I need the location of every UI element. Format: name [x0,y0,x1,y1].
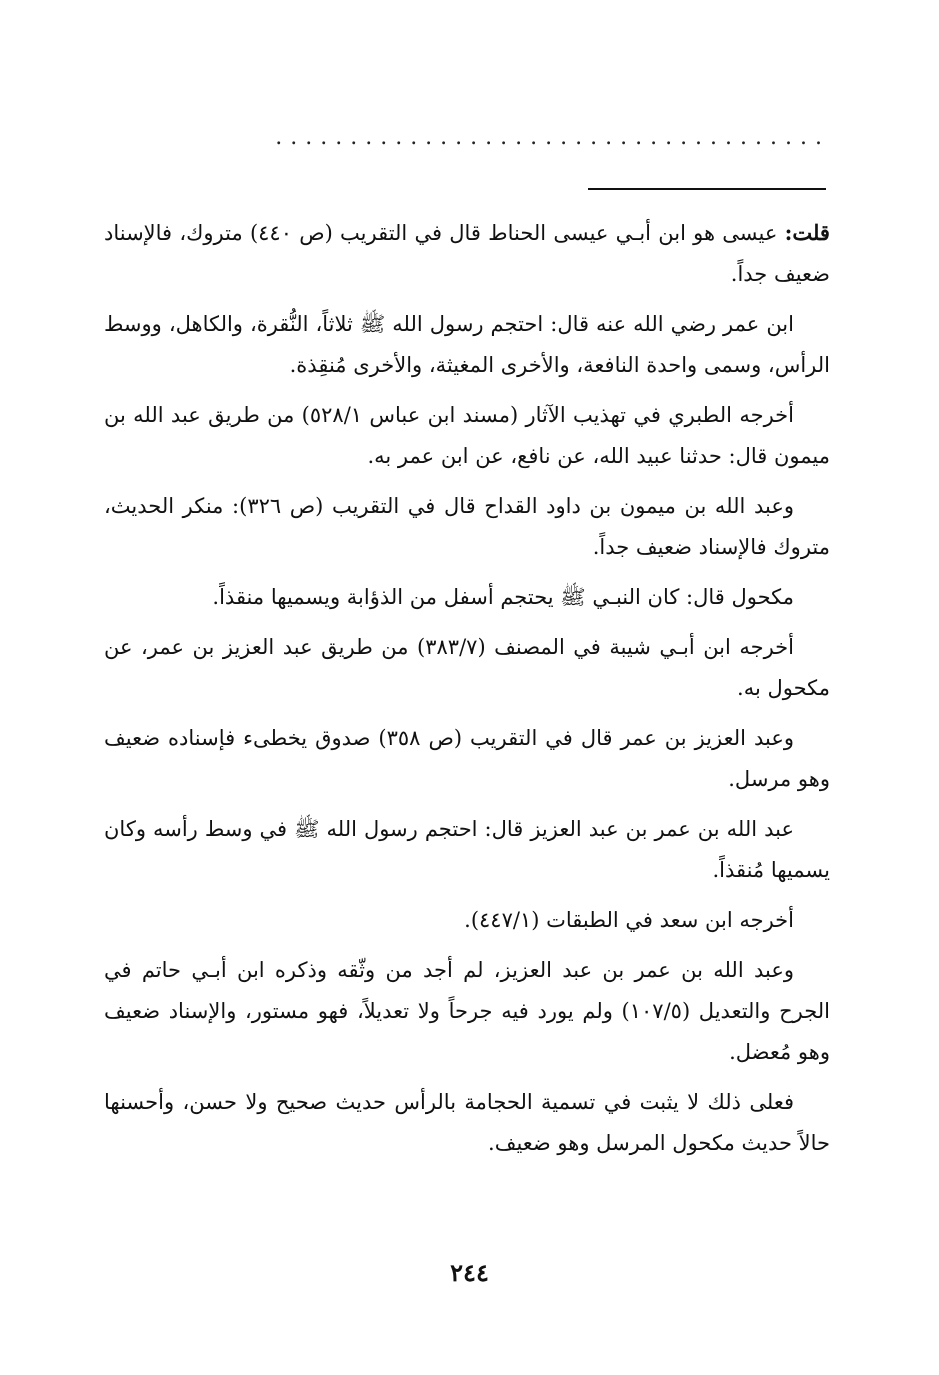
dotted-separator: ..................................... [275,128,830,148]
paragraph [104,950,830,1073]
paragraph-text: فعلى ذلك لا يثبت في تسمية الحجامة بالرأس حديث صحيح ولا حسن، وأحسنها حالاً حديث مكحول المرسل وهو ضعيف. [104,1090,830,1155]
paragraph [104,900,830,941]
paragraph-text: أخرجه ابن أبـي شيبة في المصنف (٣٨٣/٧) من طريق عبد العزيز بن عمر، عن مكحول به. [104,635,830,700]
paragraph [104,1082,830,1164]
paragraph [104,212,830,295]
paragraph [104,304,830,386]
paragraph-text: وعبد الله بن ميمون بن داود القداح قال في التقريب (ص ٣٢٦): منكر الحديث، متروك فالإسناد ضعيف جداً. [104,494,830,559]
footnote-rule [588,188,826,190]
paragraph [104,809,830,891]
paragraph [104,577,830,618]
paragraph-text: عبد الله بن عمر بن عبد العزيز قال: احتجم رسول الله ﷺ في وسط رأسه وكان يسميها مُنقذاً. [104,817,830,882]
paragraph-text: عيسى هو ابن أبـي عيسى الحناط قال في التقريب (ص ٤٤٠) متروك، فالإسناد ضعيف جداً. [104,221,830,286]
paragraph-text: وعبد الله بن عمر بن عبد العزيز، لم أجد من وثّقه وذكره ابن أبـي حاتم في الجرح والتعديل (١٠٧/٥) ولم يورد فيه جرحاً ولا تعديلاً، فهو مستور، والإسناد ضعيف وهو مُعضل. [104,958,831,1064]
paragraph-text: أخرجه ابن سعد في الطبقات (٤٤٧/١). [464,908,794,932]
page-body [104,212,830,1173]
paragraph-text: مكحول قال: كان النبـي ﷺ يحتجم أسفل من الذؤابة ويسميها منقذاً. [212,585,794,609]
paragraph-lead: قلت: [784,220,830,245]
paragraph-text: وعبد العزيز بن عمر قال في التقريب (ص ٣٥٨) صدوق يخطىء فإسناده ضعيف وهو مرسل. [104,726,830,791]
paragraph [104,627,830,709]
page-number: ٢٤٤ [450,1258,489,1287]
paragraph-text: أخرجه الطبري في تهذيب الآثار (مسند ابن عباس ٥٢٨/١) من طريق عبد الله بن ميمون قال: حدثنا عبيد الله، عن نافع، عن ابن عمر به. [104,403,830,468]
paragraph [104,395,830,477]
paragraph [104,486,830,568]
paragraph [104,718,830,800]
paragraph-text: ابن عمر رضي الله عنه قال: احتجم رسول الله ﷺ ثلاثاً، النُّقرة، والكاهل، ووسط الرأس، وسمى واحدة النافعة، والأخرى المغيثة، والأخرى مُنقِذة. [104,312,830,377]
